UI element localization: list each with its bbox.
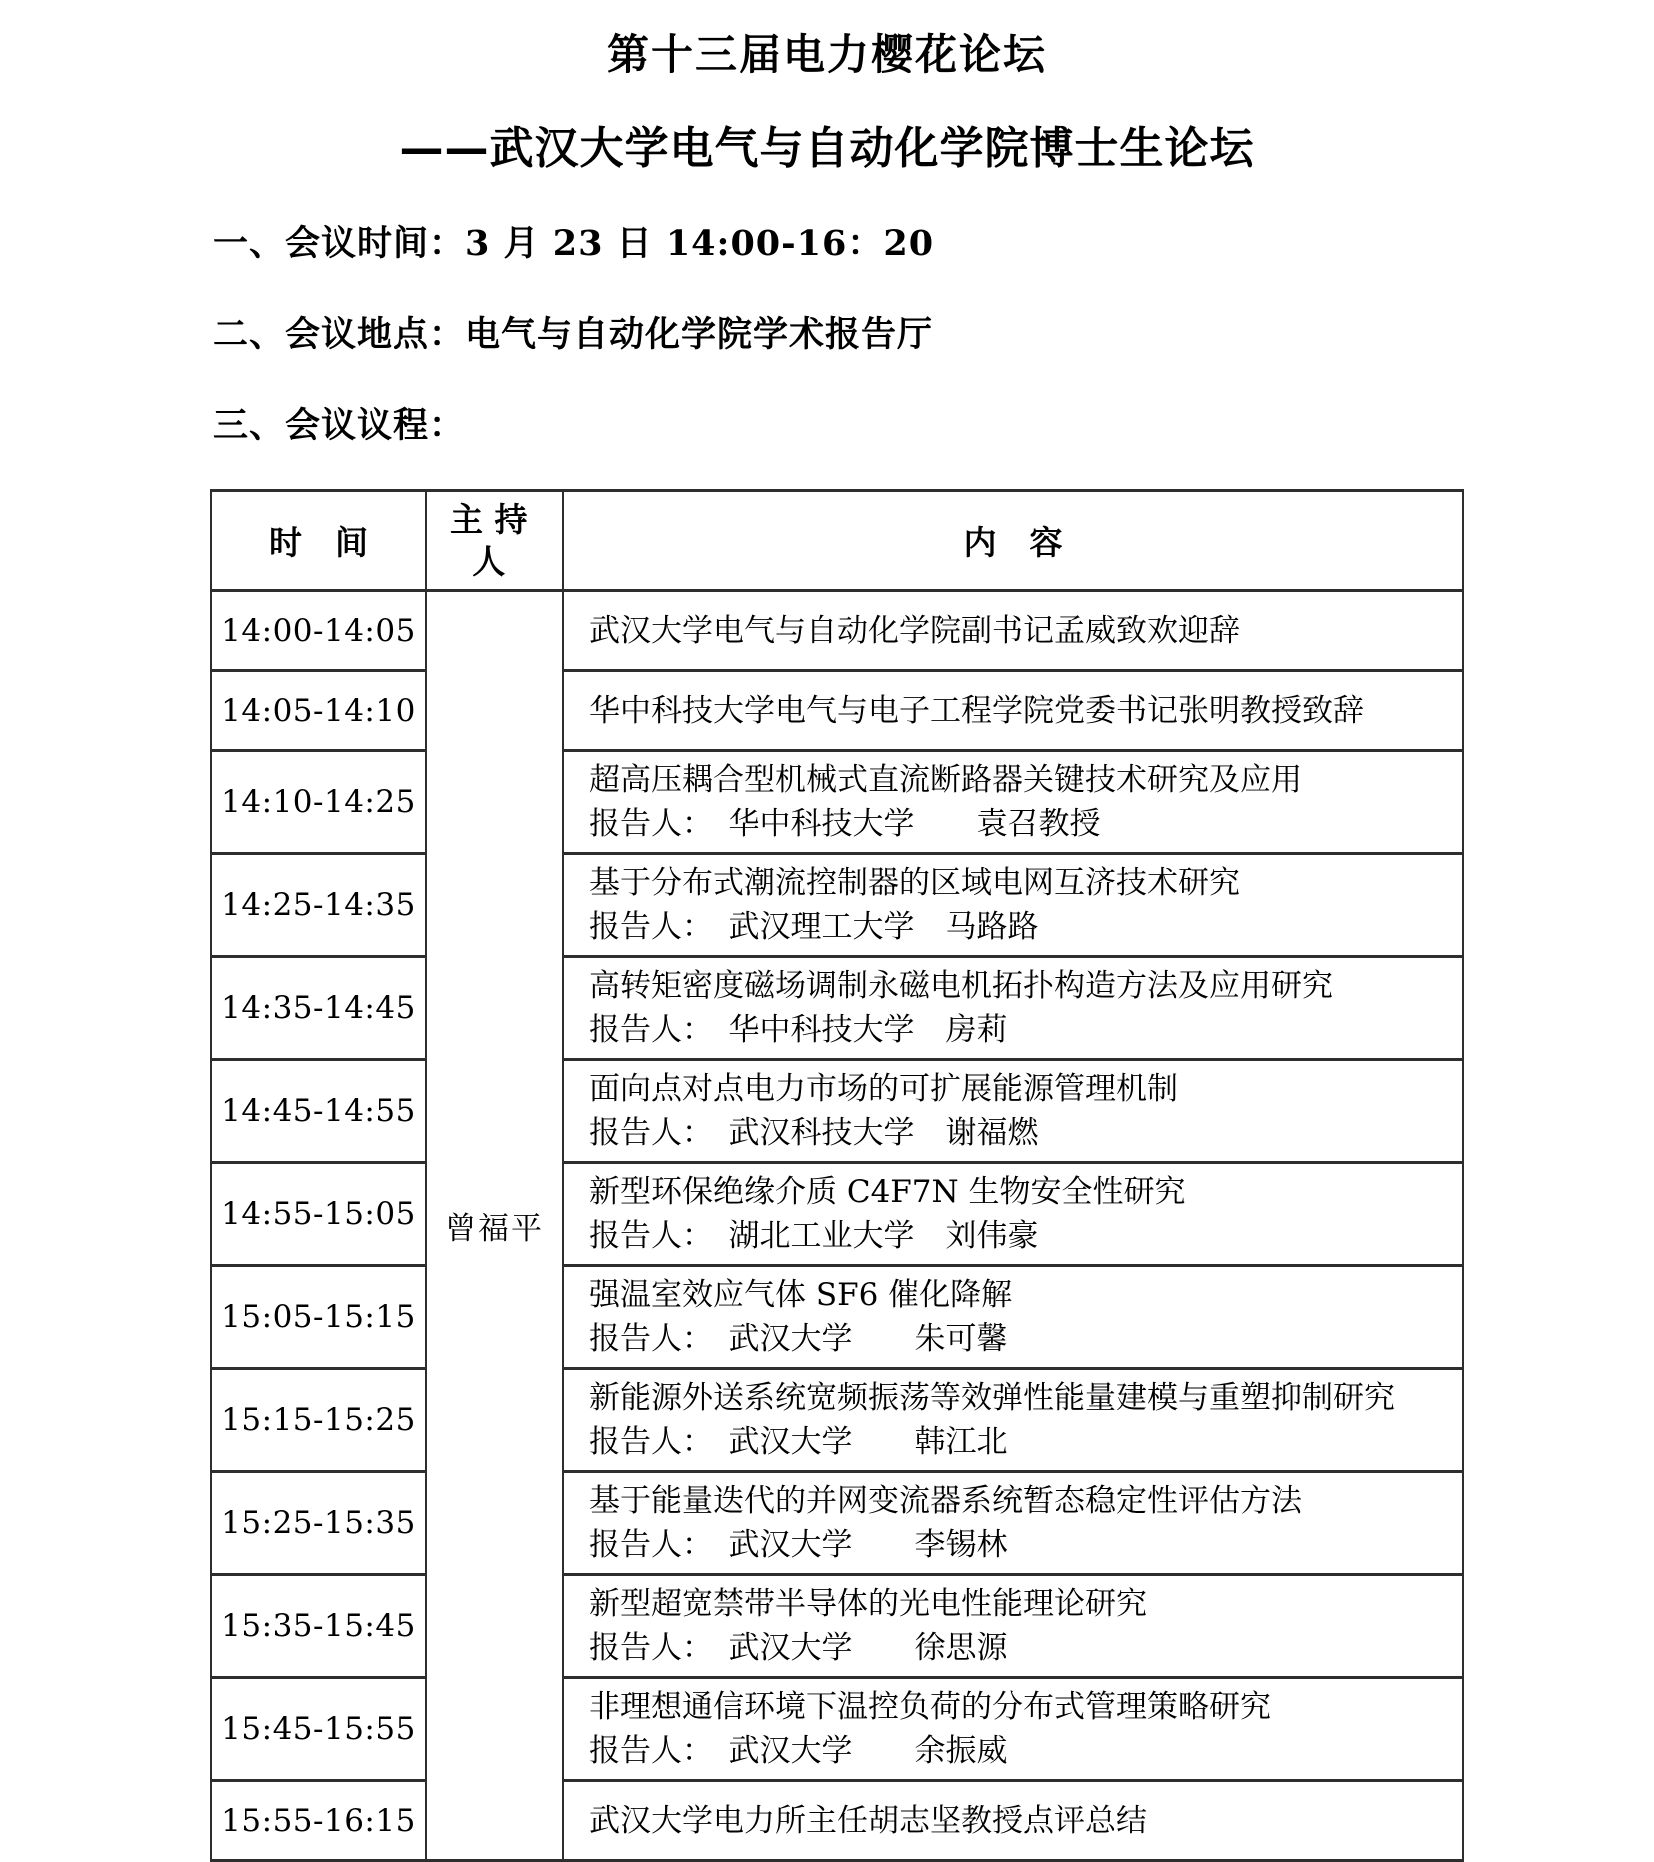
presenter-line: 报告人： 武汉大学 徐思源 [589, 1630, 1008, 1666]
content-column-header: 内 容 [563, 491, 1463, 591]
content-cell [563, 671, 1463, 751]
time-cell: 14:05-14:10 [211, 671, 426, 751]
time-cell: 14:35-14:45 [211, 957, 426, 1060]
time-cell: 15:45-15:55 [211, 1678, 426, 1781]
content-cell [563, 1678, 1463, 1781]
table-row [211, 1266, 1463, 1369]
table-row [211, 1781, 1463, 1861]
session-title: 强温室效应气体 SF6 催化降解 [589, 1277, 1013, 1313]
presenter-line: 报告人： 武汉大学 朱可馨 [589, 1321, 1008, 1357]
time-cell: 15:05-15:15 [211, 1266, 426, 1369]
meeting-agenda-label: 三、会议议程： [213, 405, 466, 446]
page-subtitle: ——武汉大学电气与自动化学院博士生论坛 [399, 123, 1255, 174]
time-column-header: 时 间 [211, 491, 426, 591]
session-title: 华中科技大学电气与电子工程学院党委书记张明教授致辞 [589, 692, 1364, 729]
table-row [211, 957, 1463, 1060]
content-cell [563, 1060, 1463, 1163]
table-row [211, 1678, 1463, 1781]
time-cell: 14:10-14:25 [211, 751, 426, 854]
time-cell: 14:25-14:35 [211, 854, 426, 957]
table-row [211, 1472, 1463, 1575]
session-title: 武汉大学电气与自动化学院副书记孟威致欢迎辞 [589, 612, 1240, 649]
session-title: 高转矩密度磁场调制永磁电机拓扑构造方法及应用研究 [589, 968, 1333, 1004]
presenter-line: 报告人： 湖北工业大学 刘伟豪 [589, 1218, 1039, 1254]
content-cell [563, 957, 1463, 1060]
meeting-time-label: 一、会议时间： [213, 223, 466, 264]
content-cell [563, 854, 1463, 957]
content-cell [563, 1472, 1463, 1575]
time-cell: 15:25-15:35 [211, 1472, 426, 1575]
table-row [211, 854, 1463, 957]
time-cell: 15:35-15:45 [211, 1575, 426, 1678]
table-row [211, 1060, 1463, 1163]
table-row [211, 1369, 1463, 1472]
meeting-info [213, 216, 1654, 448]
time-cell: 15:15-15:25 [211, 1369, 426, 1472]
page-title: 第十三届电力樱花论坛 [606, 30, 1047, 79]
presenter-line: 报告人： 武汉大学 韩江北 [589, 1424, 1008, 1460]
host-column-header [426, 491, 563, 591]
session-title: 新能源外送系统宽频振荡等效弹性能量建模与重塑抑制研究 [589, 1380, 1395, 1416]
table-row [211, 1163, 1463, 1266]
presenter-line: 报告人： 华中科技大学 袁召教授 [589, 806, 1101, 842]
meeting-time-value: 3 月 23 日 14:00-16：20 [465, 223, 935, 264]
content-cell [563, 751, 1463, 854]
presenter-line: 报告人： 武汉理工大学 马路路 [589, 909, 1039, 945]
content-cell [563, 591, 1463, 671]
session-title: 基于能量迭代的并网变流器系统暂态稳定性评估方法 [589, 1483, 1302, 1519]
session-title: 基于分布式潮流控制器的区域电网互济技术研究 [589, 865, 1240, 901]
content-cell [563, 1575, 1463, 1678]
presenter-line: 报告人： 华中科技大学 房莉 [589, 1012, 1008, 1048]
presenter-line: 报告人： 武汉大学 余振威 [589, 1733, 1008, 1769]
meeting-time-line [213, 216, 1654, 266]
session-title: 新型环保绝缘介质 C4F7N 生物安全性研究 [589, 1174, 1186, 1210]
session-title: 新型超宽禁带半导体的光电性能理论研究 [589, 1586, 1147, 1622]
host-column-header-text: 主持人 [449, 500, 540, 581]
table-header-row [211, 491, 1463, 591]
host-cell: 曾福平 [426, 591, 563, 1861]
meeting-place-value: 电气与自动化学院学术报告厅 [465, 314, 934, 355]
agenda-table [210, 489, 1464, 1862]
session-title: 面向点对点电力市场的可扩展能源管理机制 [589, 1071, 1178, 1107]
session-title: 超高压耦合型机械式直流断路器关键技术研究及应用 [589, 762, 1302, 798]
presenter-line: 报告人： 武汉科技大学 谢福燃 [589, 1115, 1039, 1151]
content-cell [563, 1163, 1463, 1266]
table-row [211, 1575, 1463, 1678]
content-cell [563, 1781, 1463, 1861]
meeting-agenda-line [213, 398, 1654, 448]
meeting-place-line [213, 307, 1654, 357]
content-cell [563, 1266, 1463, 1369]
presenter-line: 报告人： 武汉大学 李锡林 [589, 1527, 1008, 1563]
time-cell: 14:00-14:05 [211, 591, 426, 671]
table-row [211, 671, 1463, 751]
content-cell [563, 1369, 1463, 1472]
table-row [211, 751, 1463, 854]
session-title: 非理想通信环境下温控负荷的分布式管理策略研究 [589, 1689, 1271, 1725]
time-cell: 14:45-14:55 [211, 1060, 426, 1163]
meeting-place-label: 二、会议地点： [213, 314, 466, 355]
table-row [211, 591, 1463, 671]
time-cell: 15:55-16:15 [211, 1781, 426, 1861]
time-cell: 14:55-15:05 [211, 1163, 426, 1266]
session-title: 武汉大学电力所主任胡志坚教授点评总结 [589, 1802, 1147, 1839]
